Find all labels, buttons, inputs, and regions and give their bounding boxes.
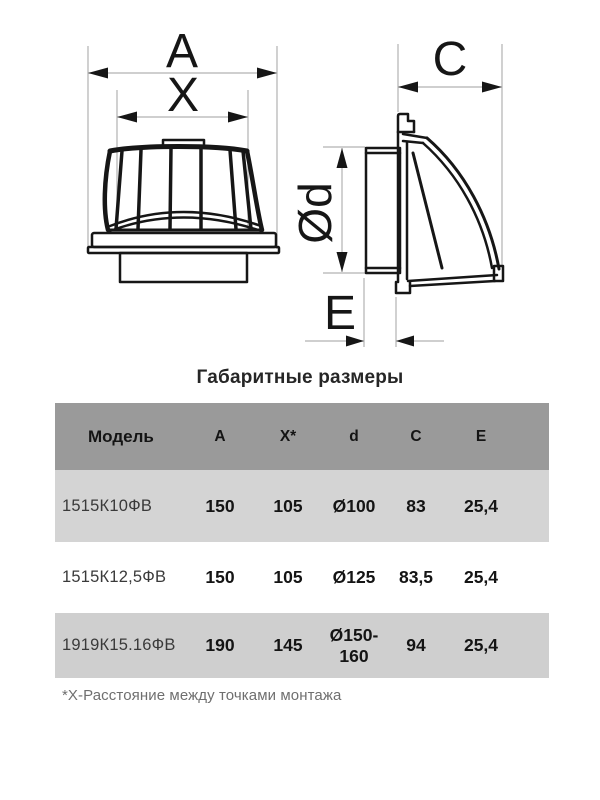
dim-label-e: E <box>323 287 357 340</box>
dimensions-table <box>55 403 549 678</box>
hood-side-view <box>366 114 503 293</box>
value-a: 150 <box>205 567 235 588</box>
dim-label-d: Ød <box>289 182 341 244</box>
col-header-e: E <box>475 427 487 445</box>
col-header-a: A <box>214 427 226 445</box>
dim-label-c: C <box>432 33 468 86</box>
value-x: 105 <box>273 567 303 588</box>
col-header-model: Модель <box>88 426 154 446</box>
value-a: 150 <box>205 495 235 516</box>
table-row <box>55 613 549 678</box>
table-row <box>55 470 549 542</box>
col-header-d: d <box>349 427 359 445</box>
value-x: 145 <box>273 635 303 656</box>
table-header-row <box>55 403 549 470</box>
value-c: 83 <box>406 495 426 516</box>
value-d: Ø125 <box>332 567 376 588</box>
col-header-c: C <box>410 427 422 445</box>
footnote: *X-Расстояние между точками монтажа <box>62 687 342 704</box>
dimension-drawing <box>0 0 600 360</box>
col-header-x: X* <box>279 427 297 445</box>
model-name: 1515К10ФВ <box>62 496 153 515</box>
value-e: 25,4 <box>463 495 499 516</box>
value-x: 105 <box>273 495 303 516</box>
value-e: 25,4 <box>463 635 499 656</box>
value-a: 190 <box>205 635 235 656</box>
table-title: Габаритные размеры <box>196 367 404 388</box>
value-c: 94 <box>406 635 426 656</box>
table-row <box>55 542 549 613</box>
value-c: 83,5 <box>398 567 434 588</box>
model-name: 1919К15.16ФВ <box>62 636 176 655</box>
value-d: Ø100 <box>332 495 376 516</box>
dim-label-x: X <box>166 69 200 122</box>
value-e: 25,4 <box>463 567 499 588</box>
value-d: Ø150-160 <box>329 625 379 666</box>
dim-label-a: A <box>165 25 199 78</box>
model-name: 1515К12,5ФВ <box>62 568 167 587</box>
